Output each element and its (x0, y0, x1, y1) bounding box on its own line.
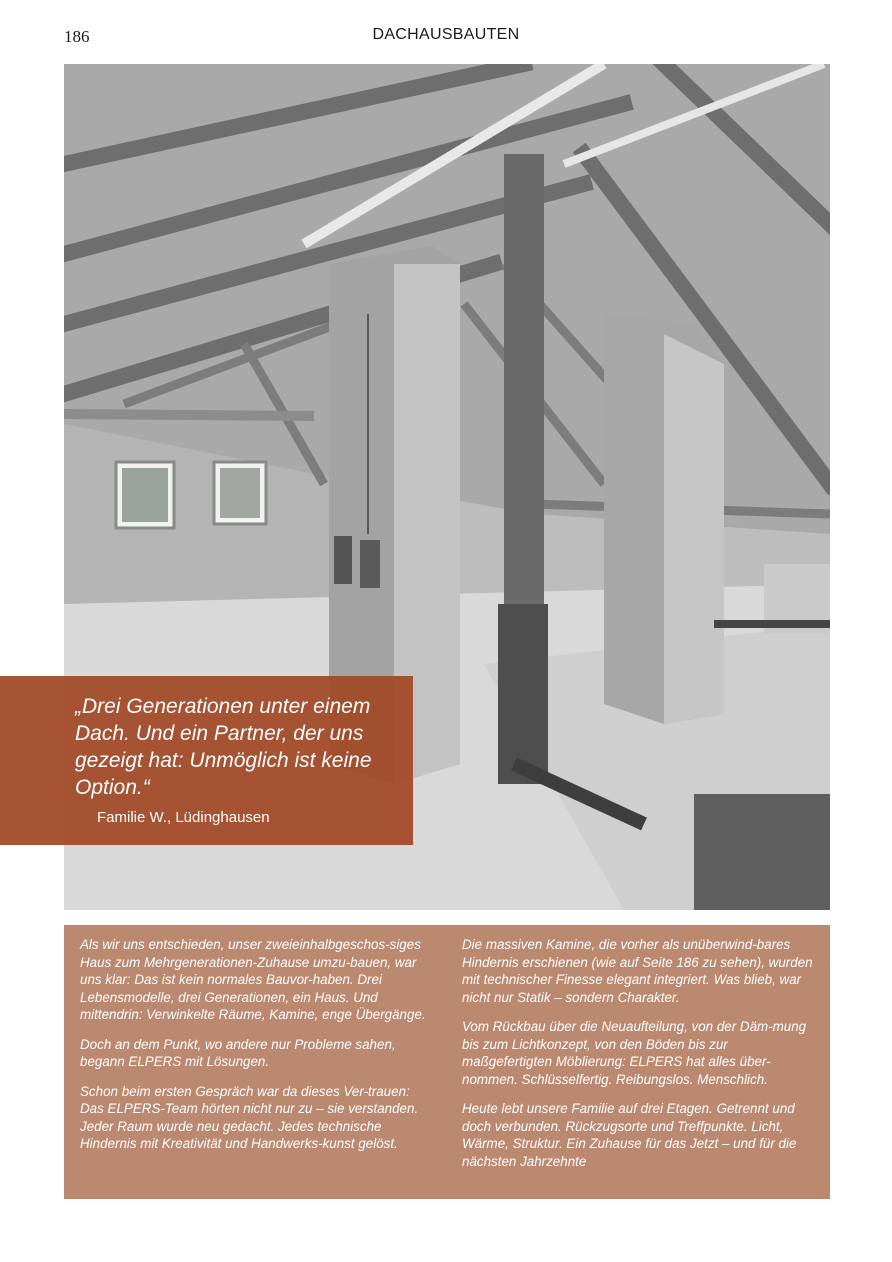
paragraph: Vom Rückbau über die Neuaufteilung, von der Däm-mung bis zum Lichtkonzept, von den Böden bis zur maßgefertigten Möblierung: ELPERS hat alles über-nommen. Schlüsselfertig. Reibungslos. Menschlich. (462, 1019, 807, 1087)
paragraph: Die massiven Kamine, die vorher als unüberwind-bares Hindernis erschienen (wie auf Seite 186 zu sehen), wurden mit technischer Finesse elegant integriert. Was blieb, war nicht nur Statik – sondern Charakter. (462, 937, 813, 1005)
paragraph: Doch an dem Punkt, wo andere nur Probleme sahen, begann ELPERS mit Lösungen. (80, 1036, 396, 1069)
paragraph: Als wir uns entschieden, unser zweieinhalbgeschos-siges Haus zum Mehrgenerationen-Zuhause umzu-bauen, war uns klar: Das ist kein normales Bauvor-haben. Drei Lebensmodelle, drei Generationen, ein Haus. Und mittendrin: Verwinkelte Räume, Kamine, enge Übergänge. (80, 937, 426, 1022)
page-number: 186 (64, 27, 90, 46)
testimonial-text-box (64, 925, 830, 1199)
quote-text: „Drei Generationen unter einem Dach. Und ein Partner, der uns gezeigt hat: Unmöglich ist keine Option.“ (75, 695, 372, 799)
paragraph: Schon beim ersten Gespräch war da dieses Ver-trauen: Das ELPERS-Team hörten nicht nur zu – sie verstanden. Jeder Raum wurde neu gedacht. Jedes technische Hindernis mit Kreativität und Handwerks-kunst gelöst. (80, 1083, 419, 1151)
section-title: DACHAUSBAUTEN (372, 26, 520, 43)
quote-box (0, 676, 413, 845)
text-column-right (462, 936, 814, 1199)
text-column-left (80, 936, 432, 1199)
quote-author: Familie W., Lüdinghausen (97, 809, 270, 826)
paragraph: Heute lebt unsere Familie auf drei Etagen. Getrennt und doch verbunden. Rückzugsorte und Treffpunkte. Licht, Wärme, Struktur. Ein Zuhause für das Jetzt – und für die nächsten Jahrzehnte (462, 1101, 797, 1169)
